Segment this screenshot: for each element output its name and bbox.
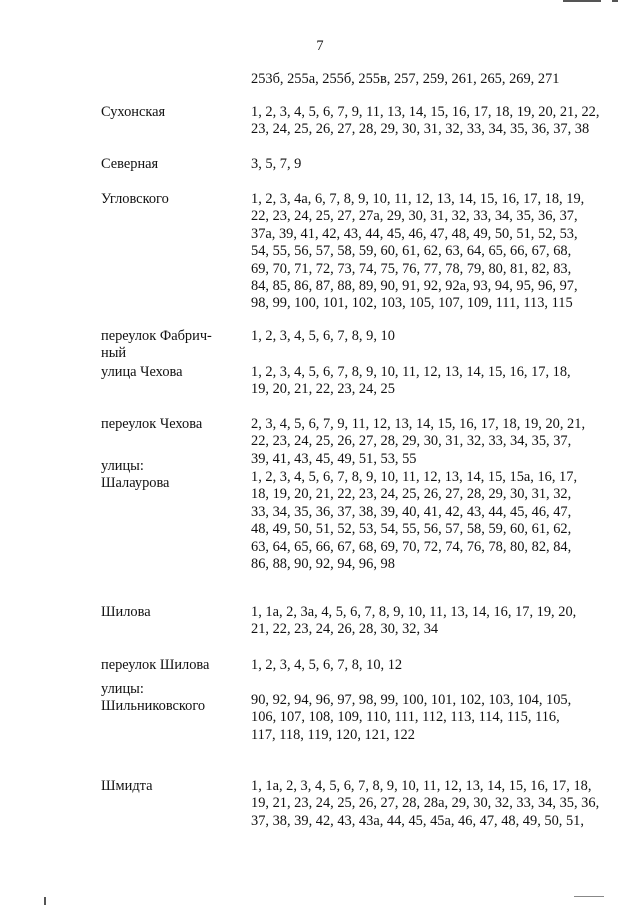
street-name-line: улицы: — [101, 458, 144, 474]
street-name-line: Шмидта — [101, 778, 153, 794]
house-numbers-line: 22, 23, 24, 25, 26, 27, 28, 29, 30, 31, 32, 33, 34, 35, 37, — [251, 433, 572, 450]
house-numbers — [251, 364, 611, 399]
street-name — [101, 778, 246, 795]
house-numbers-line: 90, 92, 94, 96, 97, 98, 99, 100, 101, 102, 103, 104, 105, — [251, 692, 572, 708]
street-name — [101, 657, 246, 674]
street-name — [101, 604, 246, 621]
house-numbers — [251, 469, 611, 573]
house-numbers-line: 1, 2, 3, 4, 5, 6, 7, 8, 9, 10, 11, 12, 13, 14, 15, 15а, 16, 17, — [251, 469, 578, 485]
house-numbers-line: 21, 22, 23, 24, 26, 28, 30, 32, 34 — [251, 621, 439, 638]
street-name-line: переулок Фабрич- — [101, 328, 212, 344]
house-numbers-line: 1, 2, 3, 4, 5, 6, 7, 8, 9, 10 — [251, 328, 395, 344]
street-name-line: Шалаурова — [101, 475, 170, 492]
house-numbers-line: 1, 2, 3, 4, 5, 6, 7, 8, 9, 10, 11, 12, 13, 14, 15, 16, 17, 18, — [251, 364, 571, 380]
street-name-line: улицы: — [101, 681, 144, 697]
scan-edge-mark-bottom-left — [44, 897, 46, 905]
house-numbers-line: 86, 88, 90, 92, 94, 96, 98 — [251, 556, 395, 573]
house-numbers-line: 39, 41, 43, 45, 49, 51, 53, 55 — [251, 450, 417, 467]
street-name — [101, 416, 246, 433]
house-numbers — [251, 416, 611, 468]
house-numbers — [251, 191, 611, 313]
house-numbers — [251, 328, 611, 345]
house-numbers-line: 98, 99, 100, 101, 102, 103, 105, 107, 109, 111, 113, 115 — [251, 295, 573, 312]
street-name — [101, 191, 246, 208]
street-name — [101, 364, 246, 381]
house-numbers-line: 23, 24, 25, 26, 27, 28, 29, 30, 31, 32, 33, 34, 35, 36, 37, 38 — [251, 121, 590, 138]
house-numbers-line: 18, 19, 20, 21, 22, 23, 24, 25, 26, 27, 28, 29, 30, 31, 32, — [251, 486, 572, 503]
house-numbers-line: 1, 1а, 2, 3, 4, 5, 6, 7, 8, 9, 10, 11, 12, 13, 14, 15, 16, 17, 18, — [251, 778, 592, 794]
house-numbers — [251, 604, 611, 639]
street-name-line: Угловского — [101, 191, 169, 207]
house-numbers-line: 106, 107, 108, 109, 110, 111, 112, 113, 114, 115, 116, — [251, 709, 560, 726]
house-numbers-line: 1, 2, 3, 4, 5, 6, 7, 8, 10, 12 — [251, 657, 403, 673]
house-numbers-line: 22, 23, 24, 25, 27, 27а, 29, 30, 31, 32, 33, 34, 35, 36, 37, — [251, 208, 578, 225]
house-numbers-line: 54, 55, 56, 57, 58, 59, 60, 61, 62, 63, 64, 65, 66, 67, 68, — [251, 243, 572, 260]
house-numbers-line: 1, 2, 3, 4, 5, 6, 7, 9, 11, 13, 14, 15, 16, 17, 18, 19, 20, 21, 22, — [251, 104, 600, 120]
scan-edge-mark-bottom-right — [574, 896, 604, 897]
street-name — [101, 681, 246, 716]
house-numbers-line: 69, 70, 71, 72, 73, 74, 75, 76, 77, 78, 79, 80, 81, 82, 83, — [251, 260, 572, 277]
street-name — [101, 156, 246, 173]
page-number: 7 — [316, 38, 324, 54]
house-numbers — [251, 104, 611, 139]
street-name-line: Шильниковского — [101, 698, 206, 715]
street-name-line: Северная — [101, 156, 159, 172]
house-numbers-line: 117, 118, 119, 120, 121, 122 — [251, 726, 415, 743]
street-name — [101, 328, 246, 363]
house-numbers-line: 33, 34, 35, 36, 37, 38, 39, 40, 41, 42, 43, 44, 45, 46, 47, — [251, 503, 572, 520]
house-numbers-line: 19, 21, 23, 24, 25, 26, 27, 28, 28а, 29, 30, 32, 33, 34, 35, 36, — [251, 795, 600, 812]
house-numbers-line: 84, 85, 86, 87, 88, 89, 90, 91, 92, 92а, 93, 94, 95, 96, 97, — [251, 278, 578, 295]
house-numbers — [251, 778, 611, 830]
street-name — [101, 104, 246, 121]
house-numbers — [251, 156, 611, 173]
street-name-line: ный — [101, 345, 127, 362]
street-name-line: улица Чехова — [101, 364, 183, 380]
house-numbers-line: 1, 2, 3, 4а, 6, 7, 8, 9, 10, 11, 12, 13, 14, 15, 16, 17, 18, 19, — [251, 191, 585, 207]
scan-edge-mark-top — [563, 0, 601, 2]
street-name-line: переулок Шилова — [101, 657, 210, 673]
house-numbers — [251, 657, 611, 674]
house-numbers-line: 3, 5, 7, 9 — [251, 156, 302, 172]
house-numbers — [251, 692, 611, 744]
house-numbers-line: 2, 3, 4, 5, 6, 7, 9, 11, 12, 13, 14, 15, 16, 17, 18, 19, 20, 21, — [251, 416, 586, 432]
house-numbers-line: 1, 1а, 2, 3а, 4, 5, 6, 7, 8, 9, 10, 11, 13, 14, 16, 17, 19, 20, — [251, 604, 577, 620]
house-numbers-line: 48, 49, 50, 51, 52, 53, 54, 55, 56, 57, 58, 59, 60, 61, 62, — [251, 521, 572, 538]
house-numbers-line: 37а, 39, 41, 42, 43, 44, 45, 46, 47, 48, 49, 50, 51, 52, 53, — [251, 225, 578, 242]
scan-edge-mark-top-small — [612, 0, 618, 2]
house-numbers-line: 63, 64, 65, 66, 67, 68, 69, 70, 72, 74, 76, 78, 80, 82, 84, — [251, 538, 572, 555]
continuation-line: 253б, 255а, 255б, 255в, 257, 259, 261, 265, 269, 271 — [251, 71, 560, 87]
street-name-line: Сухонская — [101, 104, 166, 120]
street-name — [101, 458, 246, 493]
house-numbers-line: 37, 38, 39, 42, 43, 43а, 44, 45, 45а, 46, 47, 48, 49, 50, 51, — [251, 812, 584, 829]
house-numbers-line: 19, 20, 21, 22, 23, 24, 25 — [251, 381, 395, 398]
street-name-line: Шилова — [101, 604, 151, 620]
street-name-line: переулок Чехова — [101, 416, 203, 432]
